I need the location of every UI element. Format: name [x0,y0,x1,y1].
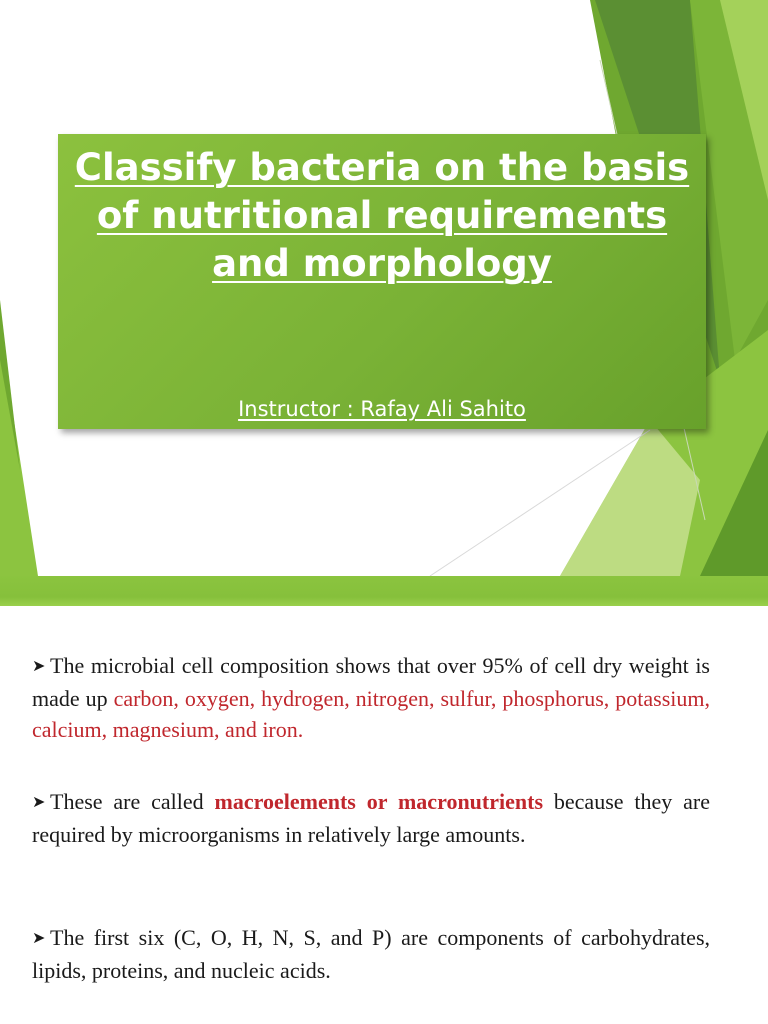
bullet-text: These are called [50,789,215,814]
bullet-highlight: carbon, oxygen, hydrogen, nitrogen, sulfur, phosphorus, potassium, calcium, magnesium, and iron. [32,685,710,742]
content-slide [0,606,768,1024]
bullet-text: The microbial cell composition shows that over 95% of cell dry weight is made up [32,653,710,711]
bullet-text: The first six (C, O, H, N, S, and P) are components of carbohydrates, lipids, proteins, and nucleic acids. [32,925,710,983]
title-box [58,134,706,429]
arrow-bullet-icon: ➤ [32,658,46,675]
bullet-text-tail: because they are required by microorganisms in relatively large amounts. [32,789,711,847]
instructor-name: Instructor : Rafay Ali Sahito [238,397,526,421]
bullet-highlight: macroelements or macronutrients [214,789,544,814]
bullet-macroelements [32,786,710,850]
slide-separator [0,576,768,606]
slide-title: Classify bacteria on the basis of nutritional requirements and morphology [74,146,690,285]
bullet-cell-composition [32,650,710,746]
bullet-first-six [32,922,710,986]
arrow-bullet-icon: ➤ [32,794,46,811]
arrow-bullet-icon: ➤ [32,930,46,947]
